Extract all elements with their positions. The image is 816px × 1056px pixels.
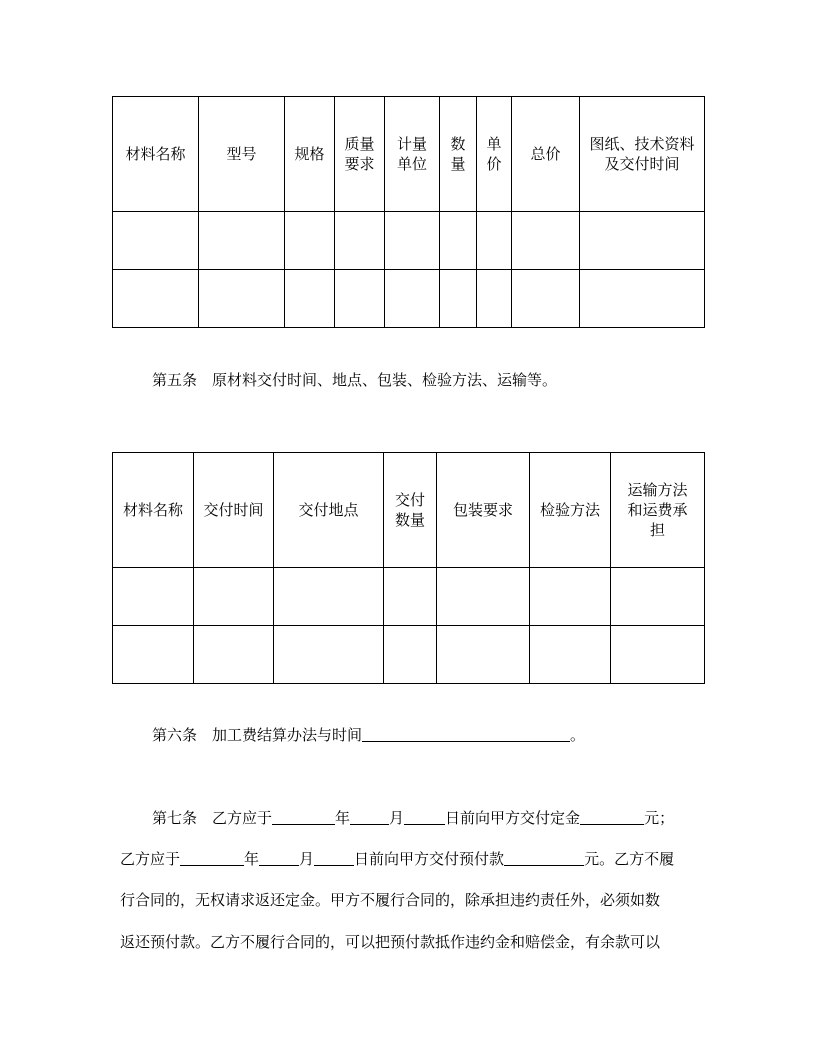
header-cell: 交付 数量 — [384, 453, 437, 568]
month-label: 月 — [389, 809, 405, 827]
header-cell: 检验方法 — [530, 453, 611, 568]
header-cell: 交付时间 — [194, 453, 274, 568]
table-cell[interactable] — [335, 270, 385, 328]
table-row — [113, 568, 705, 626]
table-cell[interactable] — [113, 626, 194, 684]
table-row — [113, 212, 705, 270]
table-row — [113, 270, 705, 328]
header-cell: 型号 — [199, 97, 285, 212]
table-cell[interactable] — [580, 212, 705, 270]
materials-spec-table — [112, 96, 705, 328]
table-cell[interactable] — [477, 212, 512, 270]
article-7-text: 日前向甲方交付预付款 — [354, 850, 505, 868]
header-cell: 图纸、技术资料 及交付时间 — [580, 97, 705, 212]
settlement-blank[interactable] — [362, 725, 570, 742]
prepayment-year-blank[interactable] — [180, 849, 244, 866]
article-7-text: 日前向甲方交付定金 — [445, 809, 581, 827]
table-cell[interactable] — [384, 626, 437, 684]
table-cell[interactable] — [194, 568, 274, 626]
header-cell: 包装要求 — [437, 453, 530, 568]
table-cell[interactable] — [512, 212, 580, 270]
table-cell[interactable] — [437, 626, 530, 684]
article-7-line-2 — [120, 849, 674, 869]
table-cell[interactable] — [113, 568, 194, 626]
table-cell[interactable] — [512, 270, 580, 328]
table-cell[interactable] — [194, 626, 274, 684]
header-cell: 单 价 — [477, 97, 512, 212]
article-7-line-4: 返还预付款。乙方不履行合同的，可以把预付款抵作违约金和赔偿金，有余款可以 — [120, 933, 661, 951]
table-cell[interactable] — [384, 568, 437, 626]
table-cell[interactable] — [385, 212, 440, 270]
table-row — [113, 626, 705, 684]
deposit-day-blank[interactable] — [404, 808, 445, 825]
table-cell[interactable] — [437, 568, 530, 626]
article-7-text: 元。乙方不履 — [584, 850, 675, 868]
table-cell[interactable] — [611, 626, 705, 684]
deposit-month-blank[interactable] — [350, 808, 389, 825]
table-cell[interactable] — [440, 212, 477, 270]
header-cell: 规格 — [285, 97, 335, 212]
table-cell[interactable] — [285, 212, 335, 270]
table-cell[interactable] — [530, 626, 611, 684]
prepayment-day-blank[interactable] — [314, 849, 354, 866]
table-cell[interactable] — [385, 270, 440, 328]
header-cell: 质量 要求 — [335, 97, 385, 212]
header-cell: 材料名称 — [113, 453, 194, 568]
table-header-row — [113, 453, 705, 568]
deposit-amount-blank[interactable] — [580, 808, 644, 825]
prepayment-amount-blank[interactable] — [504, 849, 584, 866]
header-cell: 总价 — [512, 97, 580, 212]
article-5-text: 第五条 原材料交付时间、地点、包装、检验方法、运输等。 — [152, 371, 558, 389]
table-cell[interactable] — [335, 212, 385, 270]
article-7-text: 乙方应于 — [120, 850, 181, 868]
table-cell[interactable] — [199, 212, 285, 270]
yuan-label: 元； — [644, 809, 675, 827]
year-label: 年 — [335, 809, 351, 827]
table-cell[interactable] — [274, 626, 384, 684]
article-7-line-1 — [152, 808, 674, 828]
article-7-line-3: 行合同的，无权请求返还定金。甲方不履行合同的，除承担违约责任外，必须如数 — [120, 891, 661, 909]
table-cell[interactable] — [530, 568, 611, 626]
table-header-row — [113, 97, 705, 212]
table-cell[interactable] — [611, 568, 705, 626]
table-cell[interactable] — [440, 270, 477, 328]
table-cell[interactable] — [113, 270, 199, 328]
header-cell: 数 量 — [440, 97, 477, 212]
month-label: 月 — [299, 850, 315, 868]
prepayment-month-blank[interactable] — [259, 849, 299, 866]
header-cell: 运输方法 和运费承 担 — [611, 453, 705, 568]
header-cell: 材料名称 — [113, 97, 199, 212]
table-cell[interactable] — [580, 270, 705, 328]
article-6-text: 第六条 加工费结算办法与时间 — [152, 726, 363, 744]
table-cell[interactable] — [285, 270, 335, 328]
year-label: 年 — [244, 850, 260, 868]
article-6-end: 。 — [570, 726, 586, 744]
article-6 — [152, 725, 585, 745]
table-cell[interactable] — [113, 212, 199, 270]
header-cell: 计量 单位 — [385, 97, 440, 212]
table-cell[interactable] — [477, 270, 512, 328]
materials-delivery-table — [112, 452, 705, 684]
article-7-text: 第七条 乙方应于 — [152, 809, 273, 827]
table-cell[interactable] — [199, 270, 285, 328]
deposit-year-blank[interactable] — [272, 808, 335, 825]
table-cell[interactable] — [274, 568, 384, 626]
header-cell: 交付地点 — [274, 453, 384, 568]
